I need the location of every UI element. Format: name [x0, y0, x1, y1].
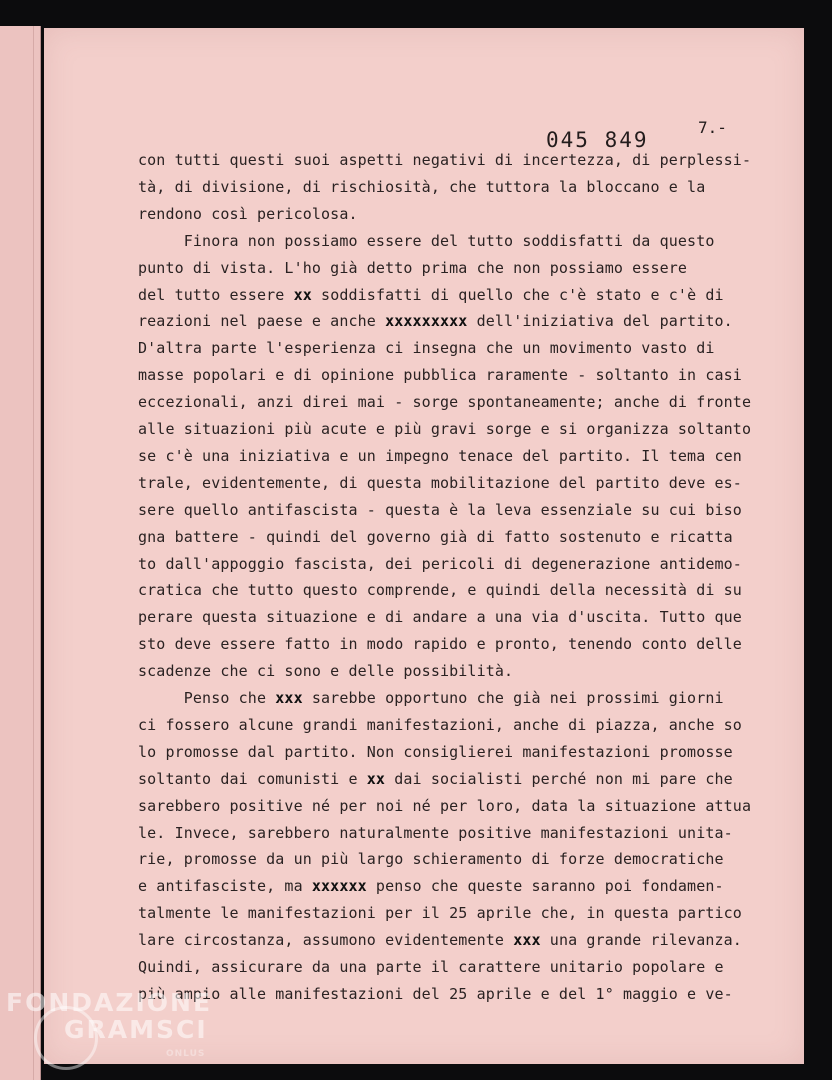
text-line	[138, 658, 513, 684]
text-line	[138, 873, 724, 899]
text-segment: eccezionali, anzi direi mai - sorge spontaneamente; anche di fronte	[138, 393, 752, 412]
watermark-ring-icon	[34, 1006, 98, 1070]
text-segment: trale, evidentemente, di questa mobilitazione del partito deve es-	[138, 473, 742, 492]
text-segment: dai socialisti perché non mi pare che	[385, 769, 733, 788]
text-line	[138, 604, 742, 630]
text-line	[138, 389, 751, 415]
text-segment: tà, di divisione, di rischiosità, che tuttora la bloccano e la	[138, 177, 706, 196]
struck-out-text: xxx	[513, 931, 541, 950]
struck-out-text: xxx	[275, 689, 303, 707]
struck-out-text: xxxxxxxxx	[385, 312, 468, 331]
text-segment: più ampio alle manifestazioni del 25 aprile e del 1° maggio e ve-	[138, 984, 733, 1003]
text-segment: cratica che tutto questo comprende, e quindi della necessità di su	[138, 581, 742, 600]
struck-out-text: xx	[293, 285, 312, 304]
text-line	[138, 147, 751, 173]
text-line	[138, 739, 733, 765]
text-line	[138, 793, 751, 819]
text-segment: rie, promosse da un più largo schieramento di forze democratiche	[138, 850, 724, 869]
watermark-line-2: GRAMSCI	[64, 1015, 208, 1044]
text-line	[138, 416, 751, 442]
text-segment: gna battere - quindi del governo già di fatto sostenuto e ricatta	[138, 527, 733, 546]
text-line	[138, 685, 724, 711]
text-line	[138, 362, 742, 388]
text-segment: punto di vista. L'ho già detto prima che non possiamo essere	[138, 258, 688, 277]
text-segment: lo promosse dal partito. Non consiglierei manifestazioni promosse	[138, 742, 733, 761]
text-segment: con tutti questi suoi aspetti negativi di incertezza, di perplessi-	[138, 151, 752, 169]
text-segment: sto deve essere fatto in modo rapido e pronto, tenendo conto delle	[138, 635, 742, 654]
text-line	[138, 174, 705, 200]
text-segment: reazioni nel paese e anche	[138, 312, 386, 331]
text-segment: Finora non possiamo essere del tutto soddisfatti da questo	[138, 231, 715, 250]
text-line	[138, 846, 724, 872]
text-segment: sarebbe opportuno che già nei prossimi giorni	[302, 689, 724, 707]
text-segment: Quindi, assicurare da una parte il carattere unitario popolare e	[138, 958, 724, 976]
text-line	[138, 900, 742, 926]
underlying-sheet	[0, 26, 41, 1080]
text-line	[138, 282, 724, 308]
text-segment: ci fossero alcune grandi manifestazioni, anche di piazza, anche so	[138, 715, 742, 734]
text-line	[138, 443, 742, 469]
text-line	[138, 335, 715, 361]
text-segment: scadenze che ci sono e delle possibilità.	[138, 662, 514, 681]
text-segment: se c'è una iniziativa e un impegno tenace del partito. Il tema cen	[138, 446, 742, 465]
text-segment: talmente le manifestazioni per il 25 aprile che, in questa partico	[138, 904, 742, 923]
text-line	[138, 551, 742, 577]
text-segment: e antifasciste, ma	[138, 877, 312, 896]
text-line	[138, 631, 742, 657]
watermark-line-1: FONDAZIONE	[6, 988, 213, 1017]
text-line	[138, 308, 733, 334]
text-segment: penso che queste saranno poi fondamen-	[366, 877, 724, 896]
text-segment: sere quello antifascista - questa è la leva essenziale su cui biso	[138, 500, 742, 519]
text-segment: le. Invece, sarebbero naturalmente positive manifestazioni unita-	[138, 823, 733, 842]
text-segment: rendono così pericolosa.	[138, 204, 358, 223]
text-segment: Penso che	[138, 689, 276, 707]
text-line	[138, 820, 733, 846]
text-line	[138, 228, 715, 254]
text-line	[138, 927, 742, 953]
text-line	[138, 497, 742, 523]
text-segment: masse popolari e di opinione pubblica raramente - soltanto in casi	[138, 366, 742, 385]
text-line	[138, 981, 733, 1007]
text-segment: sarebbero positive né per noi né per loro, data la situazione attua	[138, 796, 752, 815]
text-segment: del tutto essere	[138, 285, 294, 304]
text-segment: dell'iniziativa del partito.	[467, 312, 733, 331]
typewritten-page	[44, 28, 804, 1064]
text-line	[138, 470, 742, 496]
text-segment: soltanto dai comunisti e	[138, 769, 367, 788]
text-line	[138, 954, 724, 980]
text-segment: D'altra parte l'esperienza ci insegna che un movimento vasto di	[138, 339, 715, 358]
text-segment: alle situazioni più acute e più gravi sorge e si organizza soltanto	[138, 420, 752, 438]
text-segment: lare circostanza, assumono evidentemente	[138, 931, 514, 950]
struck-out-text: xx	[366, 769, 386, 788]
text-segment: perare questa situazione e di andare a una via d'uscita. Tutto que	[138, 608, 742, 627]
text-line	[138, 766, 733, 792]
watermark	[6, 988, 213, 1059]
struck-out-text: xxxxxx	[311, 877, 367, 896]
page-number: 7.-	[698, 118, 727, 137]
text-segment: soddisfatti di quello che c'è stato e c'è di	[311, 285, 724, 304]
text-line	[138, 201, 358, 227]
text-line	[138, 712, 742, 738]
archive-number: 045 849	[546, 128, 649, 152]
text-line	[138, 255, 687, 281]
watermark-line-3: ONLUS	[166, 1049, 206, 1059]
text-segment: to dall'appoggio fascista, dei pericoli di degenerazione antidemo-	[138, 554, 742, 573]
text-line	[138, 577, 742, 603]
text-segment: una grande rilevanza.	[540, 931, 742, 950]
text-line	[138, 524, 733, 550]
